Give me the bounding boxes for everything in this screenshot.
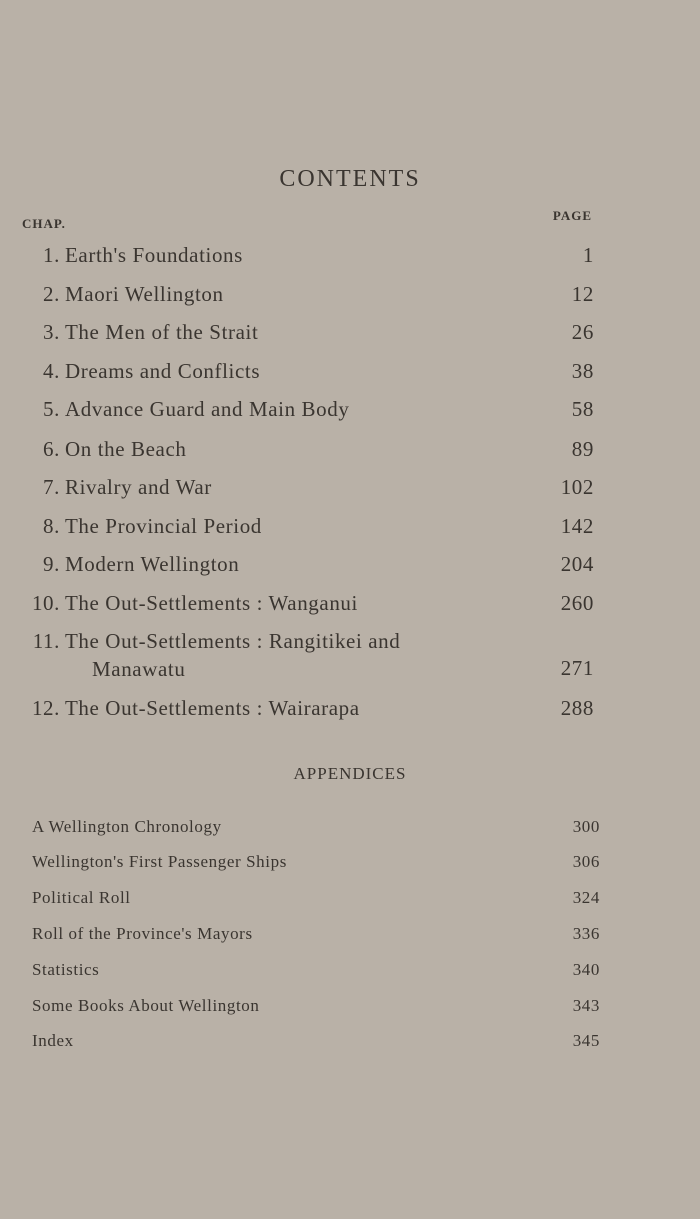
chapter-title: Rivalry and War (65, 475, 212, 499)
appendix-row (0, 852, 700, 878)
chapter-row (0, 282, 700, 312)
appendix-page: 336 (572, 924, 600, 943)
appendix-title: Some Books About Wellington (32, 996, 260, 1015)
appendix-page: 345 (572, 1031, 600, 1050)
page-title: CONTENTS (279, 166, 421, 192)
chapter-title: Dreams and Conflicts (65, 359, 261, 383)
chapter-number: 10. (31, 591, 60, 615)
chapter-title: The Out-Settlements : Rangitikei and (65, 629, 401, 653)
chap-column-label: CHAP. (22, 216, 66, 231)
appendix-row (0, 1031, 700, 1057)
chapter-page: 271 (560, 656, 594, 680)
appendix-row (0, 924, 700, 950)
appendix-row (0, 888, 700, 914)
chapter-title: The Men of the Strait (65, 320, 259, 344)
appendices-heading: APPENDICES (293, 764, 407, 783)
chapter-page: 1 (582, 243, 594, 267)
chapter-row (0, 629, 700, 689)
chapter-title: The Provincial Period (65, 514, 262, 538)
appendix-page: 300 (572, 817, 600, 836)
chapter-number: 3. (43, 320, 60, 344)
chapter-title: The Out-Settlements : Wairarapa (65, 696, 360, 720)
chapter-number: 7. (43, 475, 60, 499)
appendix-title: A Wellington Chronology (32, 817, 222, 836)
chapter-page: 204 (560, 552, 594, 576)
chapter-title: On the Beach (65, 437, 187, 461)
chapter-row (0, 437, 700, 467)
chapter-title: Earth's Foundations (65, 243, 243, 267)
chapter-number: 11. (32, 629, 60, 653)
chapter-title: Maori Wellington (65, 282, 224, 306)
chapter-page: 58 (571, 397, 594, 421)
chapter-title: The Out-Settlements : Wanganui (65, 591, 358, 615)
chapter-page: 142 (560, 514, 594, 538)
chapter-title: Advance Guard and Main Body (65, 397, 350, 421)
page-column-label: PAGE (552, 208, 592, 223)
appendix-page: 343 (572, 996, 600, 1015)
chapter-number: 4. (43, 359, 60, 383)
chapter-page: 260 (560, 591, 594, 615)
appendix-title: Statistics (32, 960, 100, 979)
chapter-page: 89 (571, 437, 594, 461)
appendix-title: Political Roll (32, 888, 131, 907)
chapter-page: 102 (560, 475, 594, 499)
chapter-page: 38 (571, 359, 594, 383)
chapter-row (0, 243, 700, 273)
chapter-title: Modern Wellington (65, 552, 240, 576)
chapter-number: 1. (43, 243, 60, 267)
chapter-row (0, 475, 700, 505)
chapter-number: 9. (43, 552, 60, 576)
appendix-page: 340 (572, 960, 600, 979)
chapter-number: 5. (43, 397, 60, 421)
chapter-row (0, 696, 700, 726)
appendix-row (0, 996, 700, 1022)
chapter-row (0, 397, 700, 427)
chapter-number: 6. (43, 437, 60, 461)
chapter-row (0, 552, 700, 582)
appendix-title: Roll of the Province's Mayors (32, 924, 253, 943)
appendix-row (0, 960, 700, 986)
appendix-row (0, 817, 700, 843)
appendix-page: 306 (572, 852, 600, 871)
chapter-title-continued: Manawatu (92, 657, 186, 681)
chapter-page: 26 (571, 320, 594, 344)
chapter-row (0, 359, 700, 389)
chapter-row (0, 514, 700, 544)
chapter-page: 12 (571, 282, 594, 306)
appendix-title: Wellington's First Passenger Ships (32, 852, 287, 871)
appendix-page: 324 (572, 888, 600, 907)
chapter-number: 12. (31, 696, 60, 720)
chapter-number: 8. (43, 514, 60, 538)
chapter-row (0, 591, 700, 621)
chapter-page: 288 (560, 696, 594, 720)
appendix-title: Index (32, 1031, 74, 1050)
chapter-row (0, 320, 700, 350)
chapter-number: 2. (43, 282, 60, 306)
